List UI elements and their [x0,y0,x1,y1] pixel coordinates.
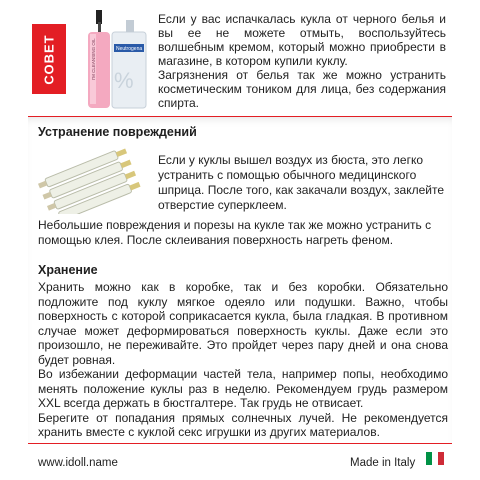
made-in-label: Made in Italy [350,457,416,469]
storage-heading: Хранение [38,263,98,277]
cosmetics-bottles-image [74,10,156,110]
website-link[interactable]: www.idoll.name [38,457,118,469]
advice-paragraph: Если у вас испачкалась кукла от черного белья и вы ее не можете отмыть, воспользуйтесь волшебным кремом, который можно приобрести в магазине, в котором купили куклу. [158,12,446,68]
italy-flag-icon [426,452,444,465]
storage-text [38,280,448,440]
repair-paragraph: Небольшие повреждения и порезы на кукле так же можно устранить с помощью клея. После склеивания поверхность нагреть феном. [38,218,432,247]
advice-tab [32,24,66,94]
repair-heading: Устранение повреждений [38,125,197,139]
advice-tab-label: СОВЕТ [41,33,57,85]
repair-paragraph: Если у куклы вышел воздух из бюста, это легко устранить с помощью обычного медицинского шприца. После того, как закачали воздух, заклейте отверстие суперклеем. [158,153,445,212]
bottle2-label: Neutrogena [116,46,143,52]
advice-text [158,12,446,110]
advice-paragraph: Загрязнения от белья так же можно устранить косметическим тоником для лица, без содержания спирта. [158,68,446,110]
syringes-image [36,142,154,214]
bottom-divider [28,443,452,444]
bottle-label: I'M CLEANSING OIL [91,38,96,80]
storage-paragraph: Хранить можно как в коробке, так и без коробки. Обязательно подложите под куклу мягкое одеяло или подушки. Важно, чтобы поверхность с которой соприкасается кукла, была гладкая. В противном случае может деформироваться поверхность куклы. Даже если это произошло, не переживайте. Это пройдет через пару дней и она снова будет ровная. [38,280,448,367]
storage-paragraph: Берегите от попадания прямых солнечных лучей. Не рекомендуется хранить вместе с куклой секс игрушки из других материалов. [38,410,448,439]
svg-text:%: % [114,68,134,93]
flag-stripe [438,452,444,465]
storage-paragraph: Во избежании деформации частей тела, например попы, необходимо менять положение куклы раз в неделю. Рекомендуем грудь размером XXL всегда держать в бюстгалтере. Так грудь не отвисает. [38,367,448,410]
